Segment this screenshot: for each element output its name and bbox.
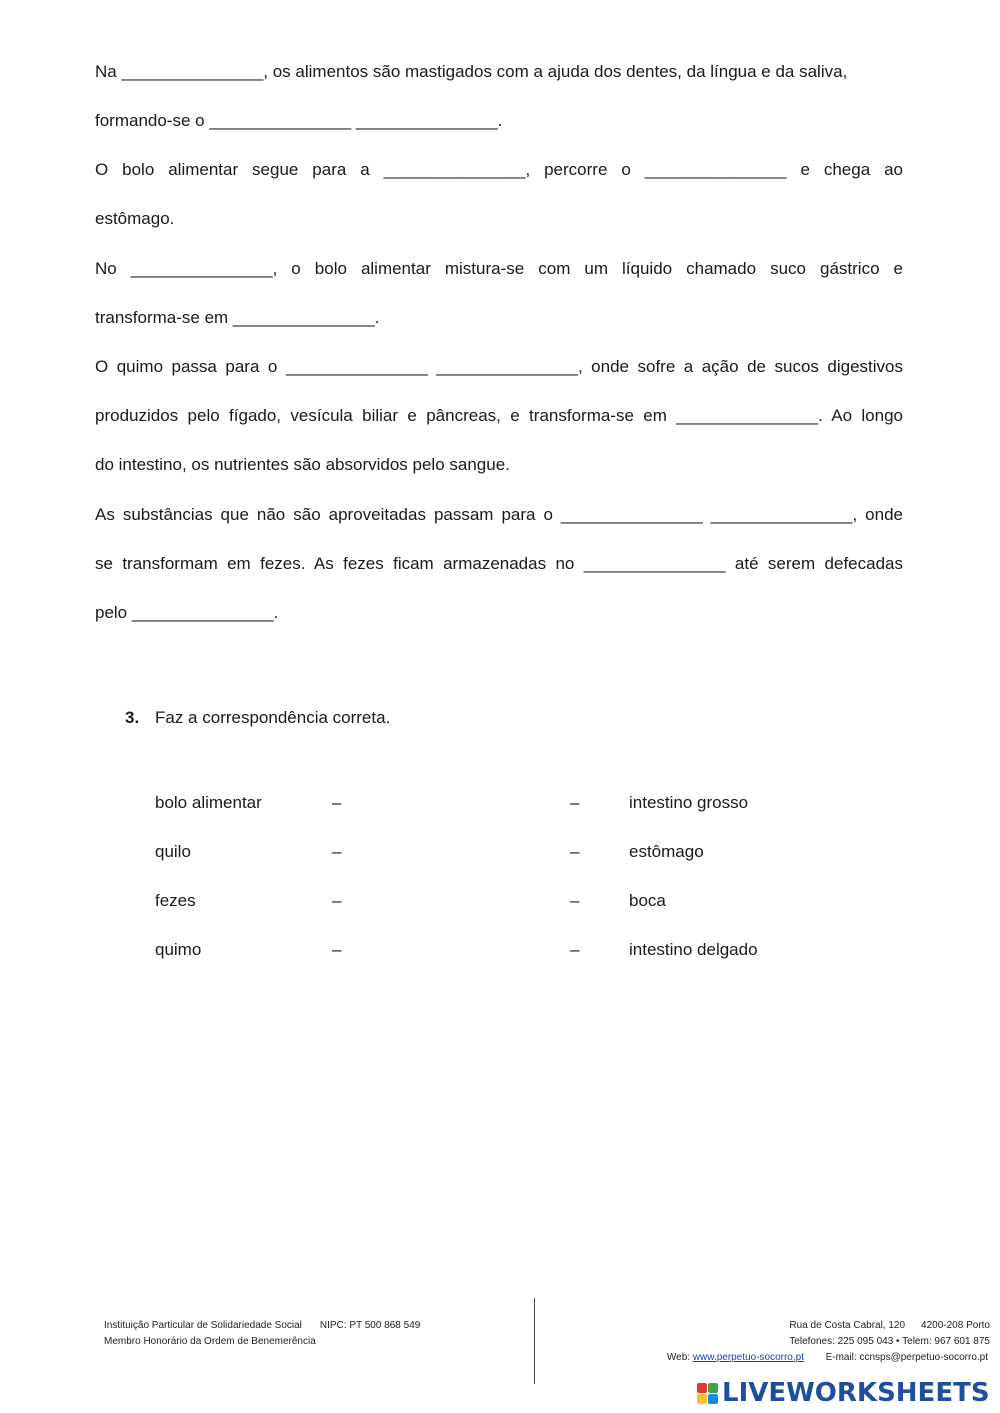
match-right-item[interactable]: intestino delgado [629,940,758,959]
question-number: 3. [125,708,140,727]
match-left-item[interactable]: quilo [155,842,191,861]
match-right-item[interactable]: estômago [629,842,704,861]
footer-phones: Telefones: 225 095 043 • Telem: 967 601 875 [789,1336,990,1347]
paragraph-line: produzidos pelo fígado, vesícula biliar e pâncreas, e transforma-se em _______________. Ao longo [95,406,903,425]
question-3 [125,703,390,733]
match-row [155,837,855,867]
match-right-item[interactable]: intestino grosso [629,793,749,812]
match-left-dash[interactable]: – [332,842,342,861]
logo-square [697,1394,707,1404]
match-left-dash[interactable]: – [332,891,342,910]
paragraph-line: O bolo alimentar segue para a _______________, percorre o _______________ e chega ao [95,160,903,179]
logo-square [708,1394,718,1404]
match-right-dash[interactable]: – [570,940,580,959]
logo-square [697,1383,707,1393]
footer-address [667,1318,990,1334]
paragraph-line: No _______________, o bolo alimentar mistura-se com um líquido chamado suco gástrico e [95,259,903,278]
paragraph-line: Na _______________, os alimentos são mastigados com a ajuda dos dentes, da língua e da saliva, [95,62,848,81]
footer-contacts [667,1350,988,1366]
web-label: Web: [666,1352,691,1363]
paragraph-line: se transformam em fezes. As fezes ficam armazenadas no _______________ até serem defecadas [95,554,903,573]
liveworksheets-icon [697,1383,718,1404]
match-right-dash[interactable]: – [570,842,580,861]
match-row [155,935,855,965]
footer-left-line: Membro Honorário da Ordem de Benemerência [104,1336,316,1347]
footer-right [667,1318,990,1366]
match-left-dash[interactable]: – [332,940,342,959]
match-left-dash[interactable]: – [332,793,342,812]
paragraph-line: do intestino, os nutrientes são absorvidos pelo sangue. [95,455,510,474]
postal-code: 4200-208 Porto [921,1320,990,1331]
email-text: E-mail: ccnsps@perpetuo-socorro.pt [825,1352,988,1363]
liveworksheets-wordmark: LIVEWORKSHEETS [722,1378,990,1408]
footer-left [104,1318,420,1350]
nipc: NIPC: PT 500 868 549 [319,1320,421,1331]
street-address: Rua de Costa Cabral, 120 [789,1320,906,1331]
website-link[interactable]: www.perpetuo-socorro.pt [692,1352,804,1363]
paragraph-line: formando-se o _______________ _______________. [95,111,503,130]
liveworksheets-logo [697,1378,990,1408]
match-right-item[interactable]: boca [629,891,666,910]
logo-square [708,1383,718,1393]
footer-left-line [104,1318,420,1334]
match-left-item[interactable]: bolo alimentar [155,793,262,812]
question-prompt: Faz a correspondência correta. [155,708,391,727]
match-right-dash[interactable]: – [570,891,580,910]
paragraph-line: O quimo passa para o _______________ _______________, onde sofre a ação de sucos digestivos [95,357,903,376]
match-left-item[interactable]: fezes [155,891,196,910]
paragraph-line: As substâncias que não são aproveitadas passam para o _______________ _______________, onde [95,505,903,524]
institution-type: Instituição Particular de Solidariedade Social [104,1320,302,1331]
match-row [155,886,855,916]
paragraph-line: estômago. [95,209,175,228]
footer-divider [534,1298,535,1384]
paragraph-line: transforma-se em _______________. [95,308,380,327]
match-row [155,788,855,818]
paragraph-line: pelo _______________. [95,603,279,622]
match-right-dash[interactable]: – [570,793,580,812]
match-left-item[interactable]: quimo [155,940,202,959]
